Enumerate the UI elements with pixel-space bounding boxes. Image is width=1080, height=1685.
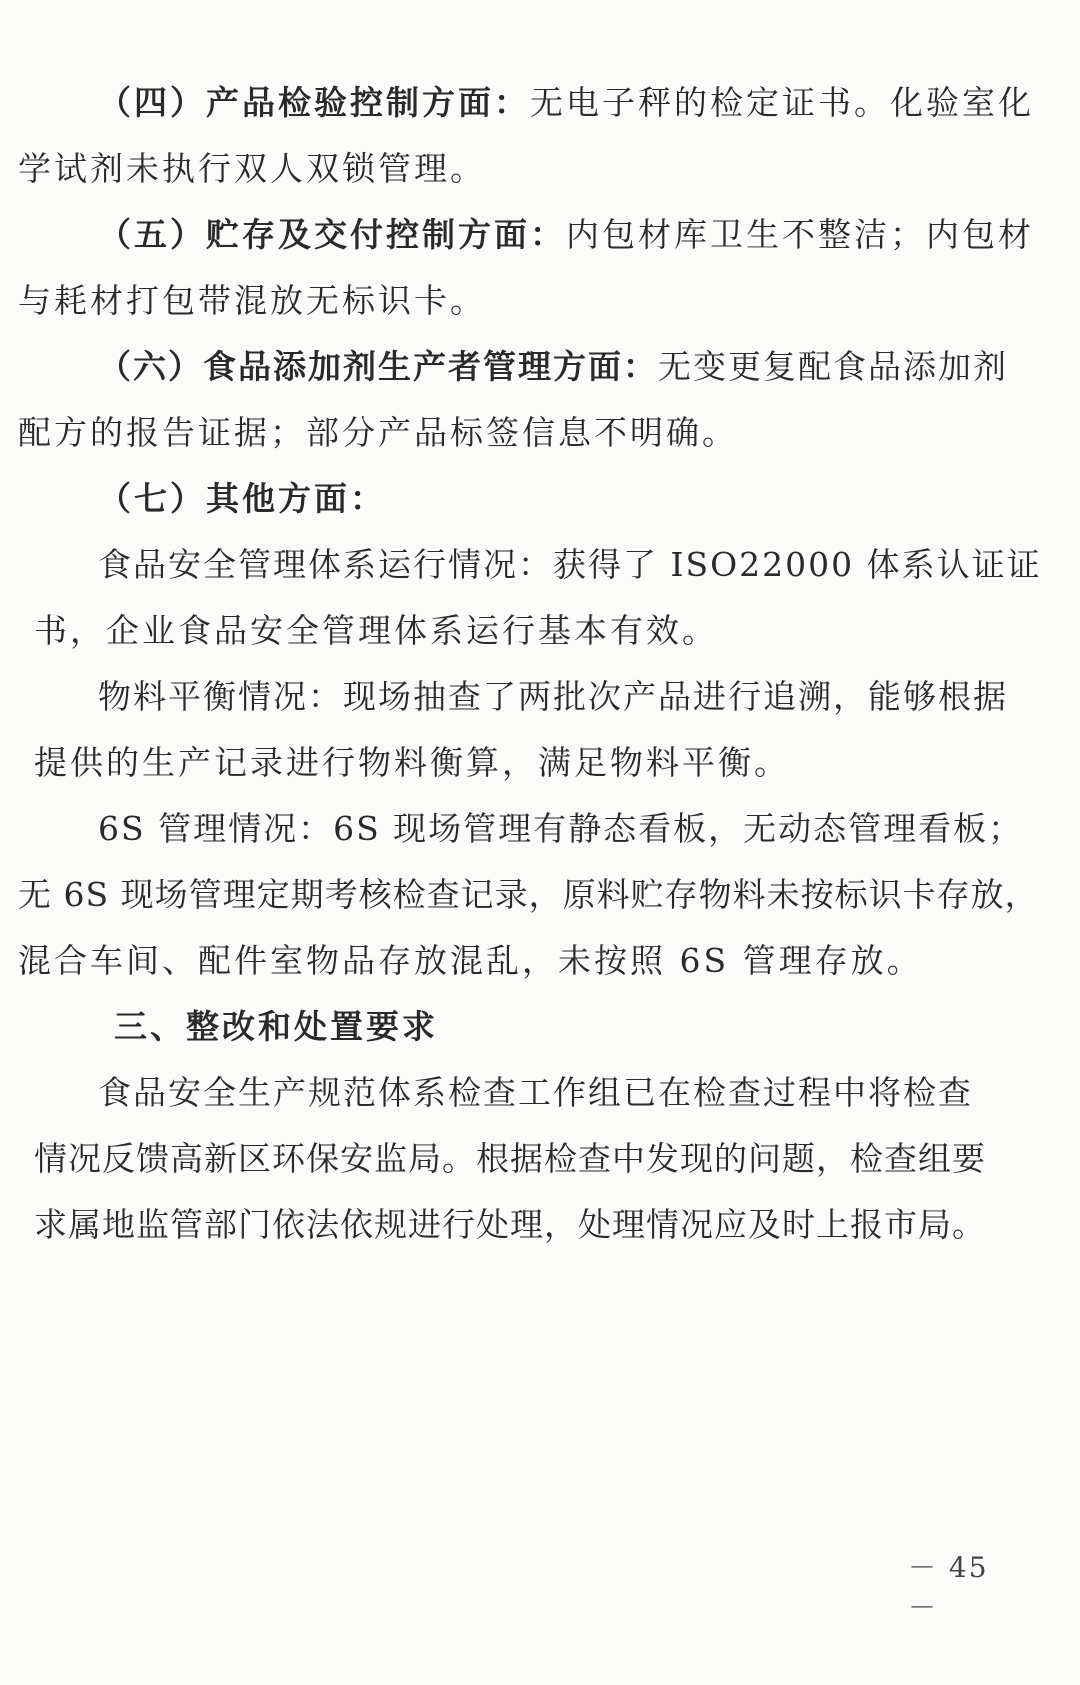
document-body	[18, 70, 1054, 1258]
section-6-label: （六）食品添加剂生产者管理方面：	[98, 347, 658, 386]
section-3-line-3: 求属地监管部门依法依规进行处理，处理情况应及时上报市局。	[34, 1205, 986, 1244]
section-7-p2-line-2: 提供的生产记录进行物料衡算，满足物料平衡。	[34, 743, 790, 782]
section-7-p3-line-2: 无 6S 现场管理定期考核检查记录，原料贮存物料未按标识卡存放，	[18, 875, 1039, 914]
section-3-line-1: 食品安全生产规范体系检查工作组已在检查过程中将检查	[98, 1073, 973, 1112]
section-7-p3-line-3: 混合车间、配件室物品存放混乱，未按照 6S 管理存放。	[18, 941, 923, 980]
section-5-label: （五）贮存及交付控制方面：	[98, 215, 566, 254]
section-4-line-1	[18, 70, 1054, 136]
section-7-p2-line-1: 物料平衡情况：现场抽查了两批次产品进行追溯，能够根据	[98, 677, 1008, 716]
section-3-heading: 三、整改和处置要求	[114, 1007, 438, 1046]
section-7-p1-line-1: 食品安全管理体系运行情况：获得了 ISO22000 体系认证证	[98, 545, 1042, 584]
section-4-text-1: 无电子秤的检定证书。化验室化	[530, 83, 1034, 122]
section-6-text-1: 无变更复配食品添加剂	[658, 347, 1008, 386]
section-7-p1-line-2: 书，企业食品安全管理体系运行基本有效。	[34, 611, 718, 650]
section-3-line-2: 情况反馈高新区环保安监局。根据检查中发现的问题，检查组要	[34, 1139, 986, 1178]
section-5-line-1	[18, 202, 1054, 268]
section-6-line-2: 配方的报告证据；部分产品标签信息不明确。	[18, 413, 738, 452]
section-7-label: （七）其他方面：	[98, 479, 386, 518]
section-4-line-2: 学试剂未执行双人双锁管理。	[18, 149, 486, 188]
section-5-line-2: 与耗材打包带混放无标识卡。	[18, 281, 486, 320]
section-5-text-1: 内包材库卫生不整洁；内包材	[566, 215, 1034, 254]
section-4-label: （四）产品检验控制方面：	[98, 83, 530, 122]
page-number: － 45 －	[908, 1551, 989, 1624]
section-7-p3-line-1: 6S 管理情况：6S 现场管理有静态看板，无动态管理看板；	[98, 809, 1024, 848]
section-6-line-1	[18, 334, 1054, 400]
